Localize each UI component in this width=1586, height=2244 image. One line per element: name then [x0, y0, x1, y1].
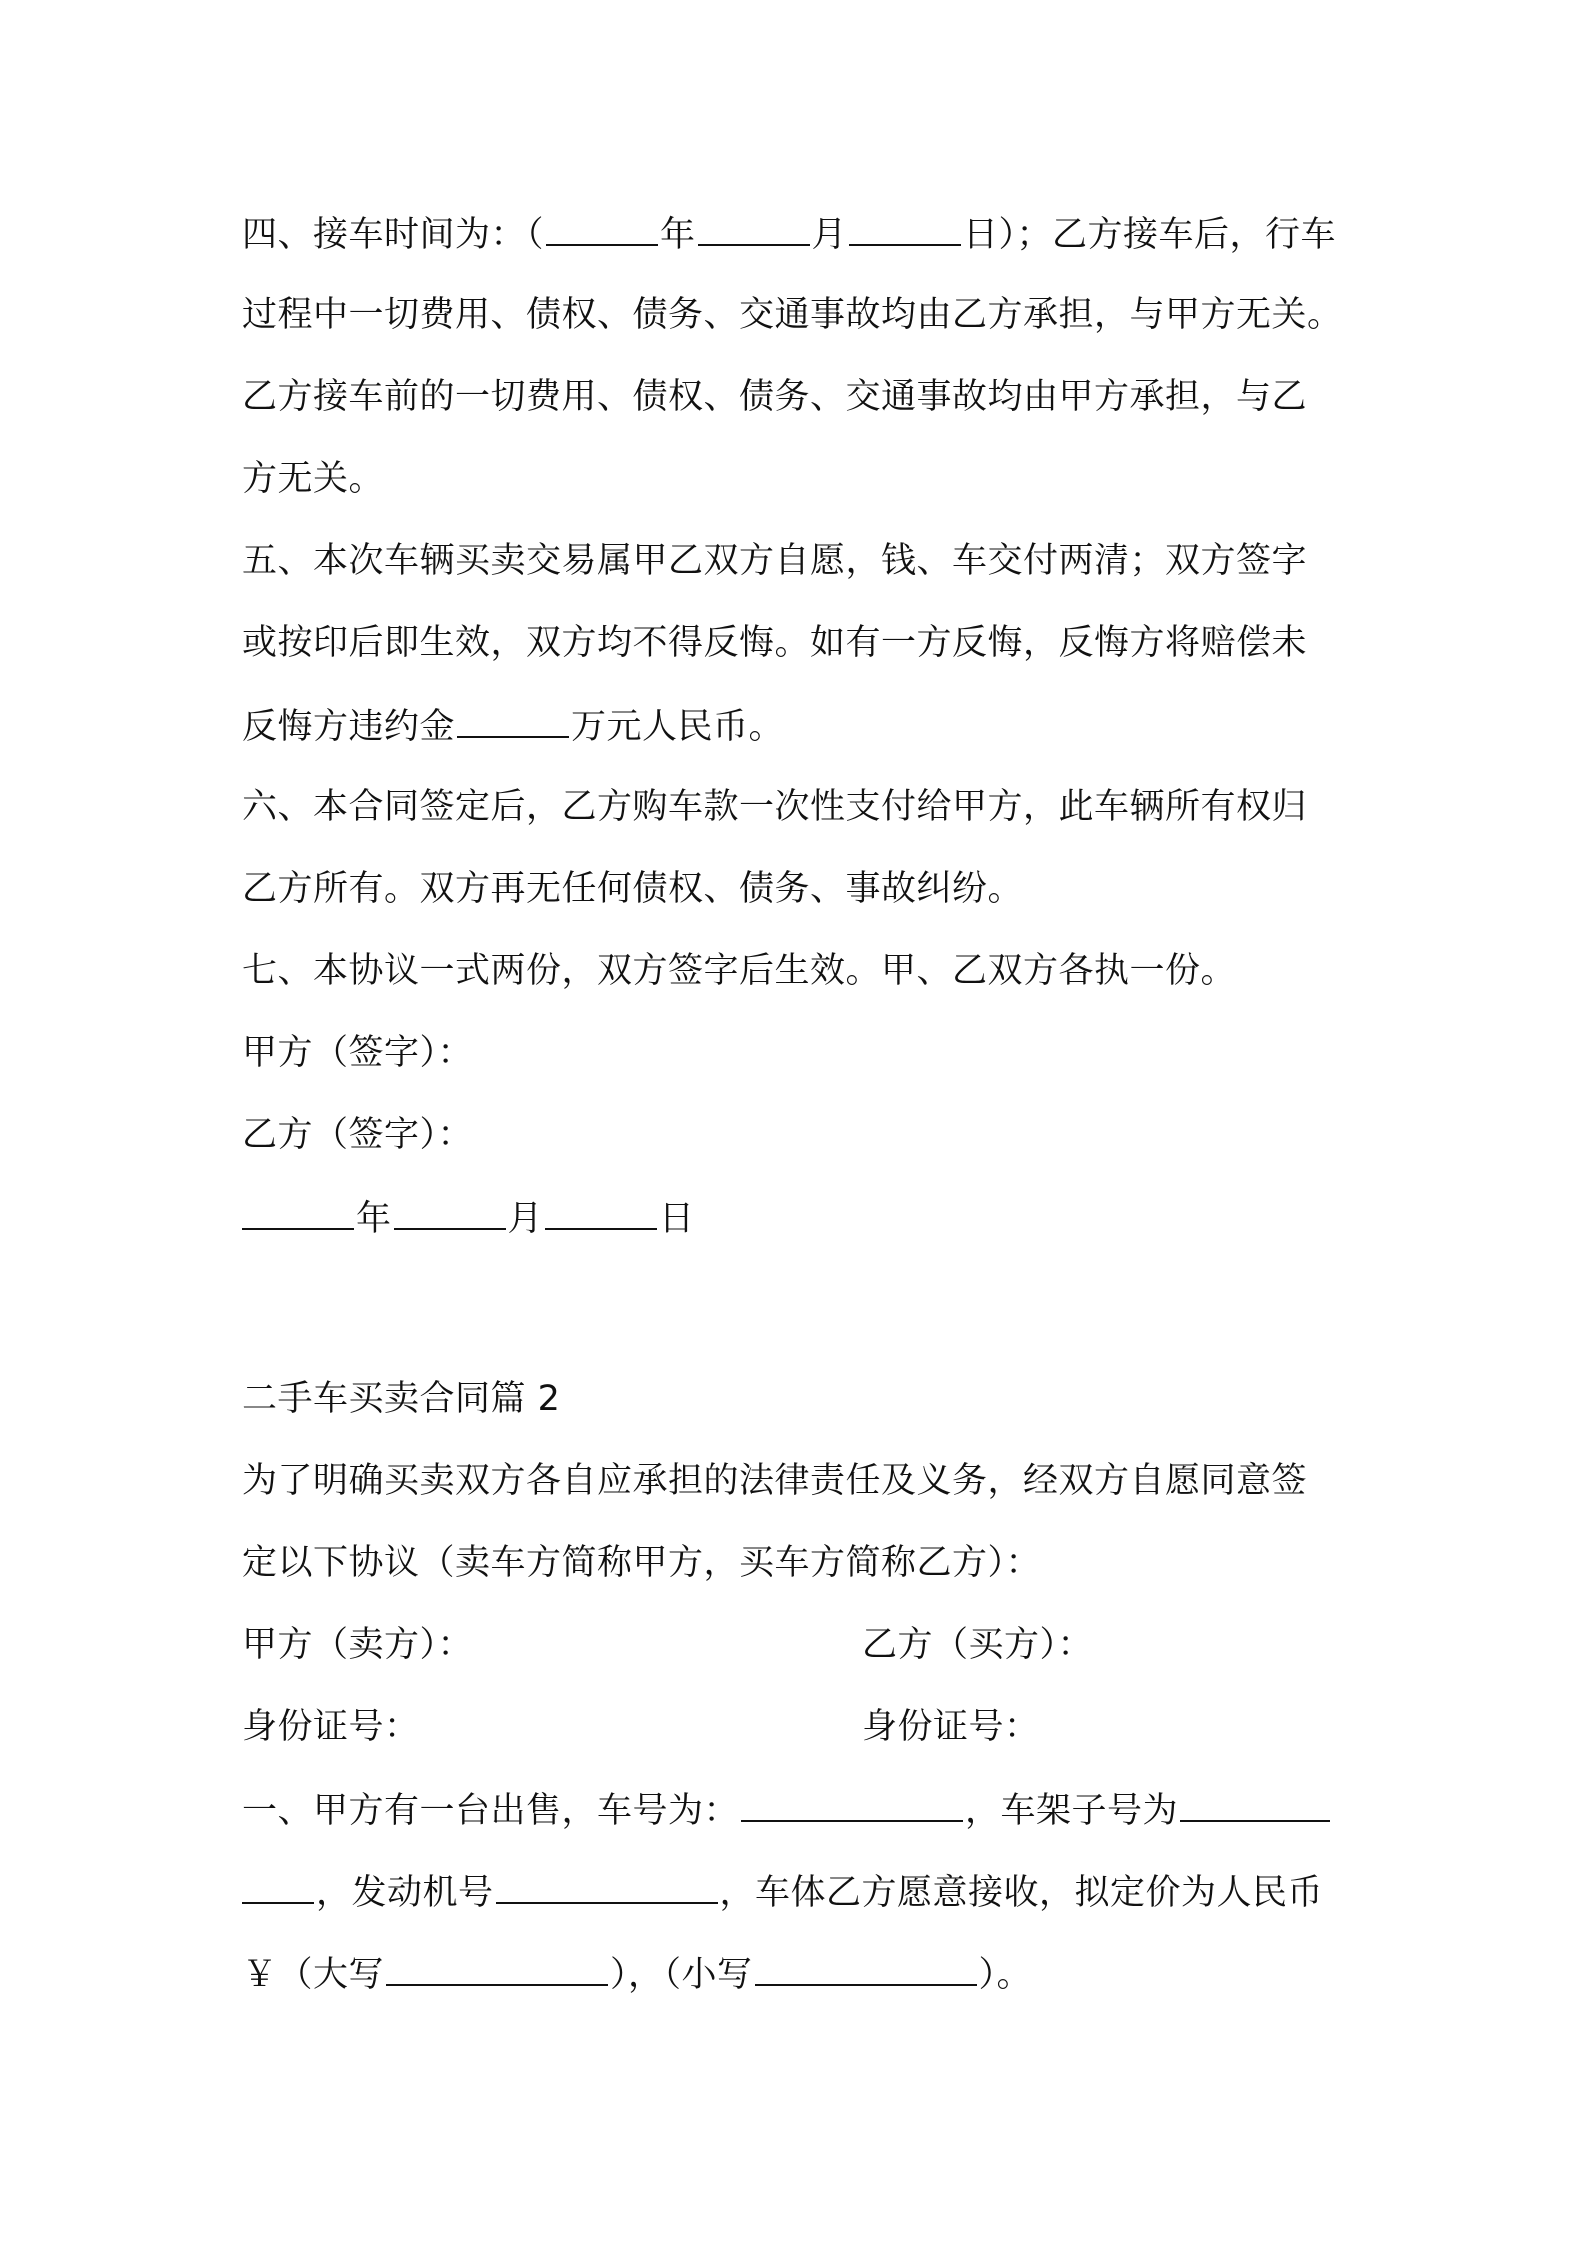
frame-number-blank [1180, 1786, 1330, 1822]
sign-day-label: 日 [659, 1199, 695, 1239]
penalty-amount-blank [457, 702, 569, 738]
seller-label: 甲方（卖方）： [242, 1625, 474, 1665]
buyer-label: 乙方（买方）： [862, 1625, 1094, 1665]
sign-month-label: 月 [507, 1199, 544, 1239]
clause-6-line-1: 六、本合同签定后，乙方购车款一次性支付给甲方，此车辆所有权归 [242, 787, 1308, 827]
clause-1-line-1 [242, 1786, 1362, 1834]
month-blank [698, 210, 810, 246]
day-blank [849, 210, 961, 246]
frame-number-label: ，车架子号为 [965, 1791, 1179, 1831]
penalty-unit: 万元人民币。 [571, 707, 785, 747]
engine-number-label: ，发动机号 [316, 1873, 494, 1913]
year-label: 年 [660, 215, 696, 255]
engine-number-blank [496, 1868, 718, 1904]
clause-1-line-3 [242, 1950, 1362, 1998]
frame-number-blank-cont [242, 1868, 314, 1904]
vehicle-number-blank [741, 1786, 963, 1822]
price-uppercase-blank [386, 1950, 608, 1986]
price-closing: ）。 [978, 1955, 1033, 1995]
clause-4-line-1 [242, 210, 1362, 258]
month-label: 月 [811, 215, 848, 255]
party-a-signature: 甲方（签字）： [242, 1033, 474, 1073]
vehicle-number-label: 一、甲方有一台出售，车号为： [242, 1791, 740, 1831]
price-label: ，车体乙方愿意接收，拟定价为人民币 [719, 1873, 1324, 1913]
clause-5-line-2: 或按印后即生效，双方均不得反悔。如有一方反悔，反悔方将赔偿未 [242, 623, 1308, 663]
clause-4-line-4: 方无关。 [242, 459, 385, 499]
buyer-id-label: 身份证号： [862, 1707, 1040, 1747]
price-uppercase-label: ￥（大写 [242, 1955, 385, 1995]
penalty-label: 反悔方违约金 [242, 707, 456, 747]
clause-1-line-2 [242, 1868, 1362, 1916]
section-2-intro-line-2: 定以下协议（卖车方简称甲方，买车方简称乙方）： [242, 1543, 1042, 1583]
sign-month-blank [394, 1194, 506, 1230]
price-lowercase-blank [755, 1950, 977, 1986]
clause-4-text: 四、接车时间为：（ [242, 215, 545, 255]
clause-4-line-3: 乙方接车前的一切费用、债权、债务、交通事故均由甲方承担，与乙 [242, 377, 1308, 417]
clause-5-line-1: 五、本次车辆买卖交易属甲乙双方自愿，钱、车交付两清；双方签字 [242, 541, 1308, 581]
year-blank [546, 210, 658, 246]
sign-day-blank [545, 1194, 657, 1230]
clause-7-line-1: 七、本协议一式两份，双方签字后生效。甲、乙双方各执一份。 [242, 951, 1237, 991]
section-2-title: 二手车买卖合同篇 2 [242, 1379, 561, 1419]
signature-date [242, 1194, 1362, 1242]
seller-id-label: 身份证号： [242, 1707, 420, 1747]
sign-year-label: 年 [356, 1199, 392, 1239]
party-b-signature: 乙方（签字）： [242, 1115, 474, 1155]
day-label: 日）；乙方接车后，行车 [963, 215, 1337, 255]
clause-5-line-3 [242, 702, 1362, 750]
sign-year-blank [242, 1194, 354, 1230]
section-2-intro-line-1: 为了明确买卖双方各自应承担的法律责任及义务，经双方自愿同意签 [242, 1461, 1308, 1501]
clause-6-line-2: 乙方所有。双方再无任何债权、债务、事故纠纷。 [242, 869, 1024, 909]
price-lowercase-label: ），（小写 [610, 1955, 753, 1995]
clause-4-line-2: 过程中一切费用、债权、债务、交通事故均由乙方承担，与甲方无关。 [242, 295, 1343, 335]
